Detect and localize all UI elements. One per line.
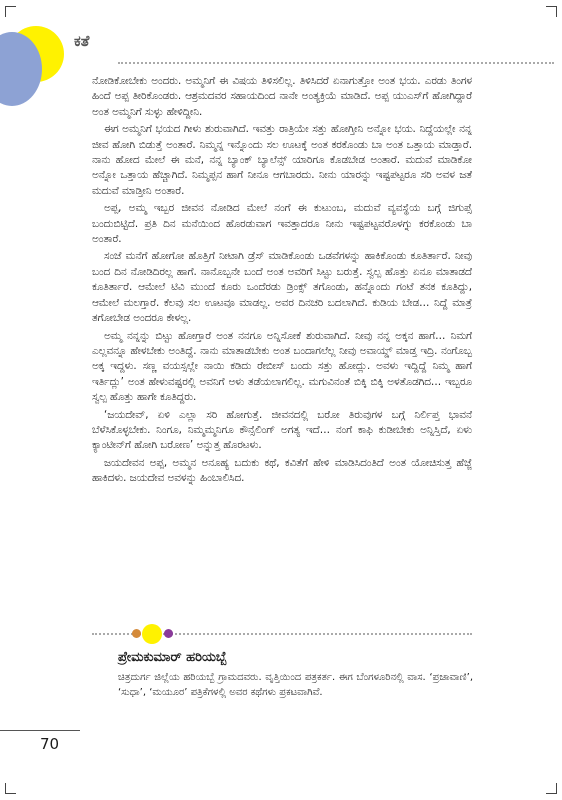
crop-mark-bottom-left (5, 783, 16, 794)
section-label: ಕತೆ (74, 32, 90, 50)
author-name: ಪ್ರೇಮಕುಮಾರ್ ಹರಿಯಬ್ಬೆ (118, 650, 227, 665)
paragraph: ನೋಡಿಕೋಬೇಕು ಅಂದರು. ಅಮ್ಮನಿಗೆ ಈ ವಿಷಯ ತಿಳಿಸಲಿಲ್ಲ. ತಿಳಿಸಿದರೆ ಏನಾಗುತ್ತೋ ಅಂತ ಭಯ. ಎರಡು ತಿಂಗಳ ಹಿಂದೆ ಅಪ್ಪ ತೀರಿಕೊಂಡರು. ಆಶ್ರಮದವರ ಸಹಾಯದಿಂದ ನಾನೇ ಅಂತ್ಯಕ್ರಿಯೆ ಮಾಡಿದೆ. ಅಪ್ಪ ಯುಎಸ್‌ಗೆ ಹೋಗಿದ್ದಾರೆ ಅಂತ ಅಮ್ಮನಿಗೆ ಸುಳ್ಳು ಹೇಳಿದ್ದೀನಿ. (92, 75, 472, 118)
paragraph: ಅಪ್ಪ, ಅಮ್ಮ ಇಬ್ಬರ ಜೀವನ ನೋಡಿದ ಮೇಲೆ ನಂಗೆ ಈ ಕುಟುಂಬ, ಮದುವೆ ವ್ಯವಸ್ಥೆಯ ಬಗ್ಗೆ ಜಿಗುಪ್ಸೆ ಬಂದುಬಿಟ್ಟಿದೆ. ಪ್ರತಿ ದಿನ ಮನೆಯಿಂದ ಹೊರಡುವಾಗ ಇವತ್ತಾದರೂ ನೀನು ಇಷ್ಟಪಟ್ಟವರೊಳಗ್ನು ಕರಕೊಂಡು ಬಾ ಅಂತಾರೆ. (92, 202, 472, 246)
paragraph: ಜಯದೇವನ ಅಪ್ಪ, ಅಮ್ಮನ ಅನೂಹ್ಯ ಬದುಕು ಕಥೆ, ಕವಿತೆಗೆ ಹೇಳಿ ಮಾಡಿಸಿದಂತಿದೆ ಅಂತ ಯೋಚಿಸುತ್ತ ಹೆಜ್ಜೆ ಹಾಕಿದಳು. ಜಯದೇವ ಅವಳನ್ನು ಹಿಂಬಾಲಿಸಿದ. (92, 456, 472, 485)
yellow-dot-icon (142, 624, 162, 644)
crop-mark-top-left (5, 6, 16, 17)
author-bio: ಚಿತ್ರದುರ್ಗ ಜಿಲ್ಲೆಯ ಹರಿಯಬ್ಬೆ ಗ್ರಾಮದವರು. ವೃತ್ತಿಯಿಂದ ಪತ್ರಕರ್ತ. ಈಗ ಬೆಂಗಳೂರಿನಲ್ಲಿ ವಾಸ. ‘ಪ್ರಜಾವಾಣಿ’, ‘ಸುಧಾ’, ‘ಮಯೂರ’ ಪತ್ರಿಕೆಗಳಲ್ಲಿ ಅವರ ಕಥೆಗಳು ಪ್ರಕಟವಾಗಿವೆ. (118, 672, 473, 698)
footer-rule (0, 730, 80, 731)
purple-dot-icon (164, 629, 173, 638)
section-divider (92, 623, 472, 645)
crop-mark-top-right (546, 6, 557, 17)
header-dotted-rule (118, 62, 554, 64)
crop-mark-bottom-right (546, 783, 557, 794)
paragraph: ಈಗ ಅಮ್ಮನಿಗೆ ಭಯದ ಗೀಳು ಶುರುವಾಗಿದೆ. ಇವತ್ತು ರಾತ್ರಿಯೇ ಸತ್ತು ಹೋಗ್ತೀನಿ ಅನ್ನೋ ಭಯ. ನಿದ್ದೆಯಲ್ಲೇ ನನ್ನ ಜೀವ ಹೋಗಿ ಬಿಡುತ್ತೆ ಅಂತಾರೆ. ನಿಮ್ಮನ್ನ ಇನ್ನೊಂದು ಸಲ ಊಟಕ್ಕೆ ಅಂತ ಕರಕೊಂಡು ಬಾ ಅಂತ ಒತ್ತಾಯ ಮಾಡ್ತಾರೆ. ನಾನು ಹೋದ ಮೇಲೆ ಈ ಮನೆ, ನನ್ನ ಬ್ಯಾಂಕ್ ಬ್ಯಾಲೆನ್ಸ್ ಯಾರಿಗೂ ಕೊಡಬೇಡ ಅಂತಾರೆ. ಮದುವೆ ಮಾಡಿಕೋ ಅನ್ನೋ ಒತ್ತಾಯ ಹೆಚ್ಚಾಗಿದೆ. ನಿಮ್ಮಪ್ಪನ ಹಾಗೆ ನೀನೂ ಆಗಬಾರದು. ನೀನು ಯಾರನ್ನು ಇಷ್ಟಪಟ್ಟರೂ ಸರಿ ಅವಳ ಜತೆ ಮದುವೆ ಮಾಡ್ತೀನಿ ಅಂತಾರೆ. (92, 123, 472, 197)
paragraph: ಸಂಜೆ ಮನೆಗೆ ಹೋಗೋ ಹೊತ್ತಿಗೆ ನೀಟಾಗಿ ಡ್ರೆಸ್ ಮಾಡಿಕೊಂಡು ಒಡವೆಗಳನ್ನು ಹಾಕಿಕೊಂಡು ಕೂತಿರ್ತಾರೆ. ನೀವು ಬಂದ ದಿನ ನೋಡಿದಿರಲ್ಲ ಹಾಗೆ. ನಾನೊಬ್ಬನೇ ಬಂದೆ ಅಂತ ಅವರಿಗೆ ಸಿಟ್ಟು ಬರುತ್ತೆ. ಸ್ವಲ್ಪ ಹೊತ್ತು ಏನೂ ಮಾತಾಡದೆ ಕೂತಿರ್ತಾರೆ. ಆಮೇಲೆ ಟಿವಿ ಮುಂದೆ ಕೂರು ಒಂದೆರಡು ಡ್ರಿಂಕ್ಸ್ ತಗೊಂಡು, ಹನ್ನೊಂದು ಗಂಟೆ ತನಕ ಕೂತಿದ್ದು, ಆಮೇಲೆ ಮಲಗ್ತಾರೆ. ಕೆಲವು ಸಲ ಊಟವೂ ಮಾಡಲ್ಲ. ಅವರ ದಿನಚರಿ ಬದಲಾಗಿದೆ. ಕುಡಿಯ ಬೇಡ… ನಿದ್ದೆ ಮಾತ್ರೆ ತಗೋಬೇಡ ಅಂದರೂ ಕೇಳಲ್ಲ. (92, 250, 472, 325)
paragraph: ‘ಜಯದೇವ್, ಏಳಿ ಎಲ್ಲಾ ಸರಿ ಹೋಗುತ್ತೆ. ಜೀವನದಲ್ಲಿ ಬರೋ ತಿರುವುಗಳ ಬಗ್ಗೆ ನಿರ್ಲಿಪ್ತ ಭಾವನೆ ಬೆಳೆಸಿಕೊಳ್ಳಬೇಕು. ನಿಂಗೂ, ನಿಮ್ಮಮ್ಮನಿಗೂ ಕೌನ್ಸೆಲಿಂಗ್ ಅಗತ್ಯ ಇದೆ… ನಂಗೆ ಕಾಫಿ ಕುಡೀಬೇಕು ಅನ್ನಿಸ್ತಿದೆ, ಏಳು ಕ್ಯಾಂಟೀನ್‌ಗೆ ಹೋಗಿ ಬರೋಣ’ ಅನ್ನುತ್ತ ಹೊರಟಳು. (92, 408, 472, 452)
orange-dot-icon (132, 629, 141, 638)
story-body (92, 74, 472, 489)
page-number: 70 (40, 735, 60, 753)
paragraph: ಅಮ್ಮ ನನ್ನನ್ನು ಬಿಟ್ಟು ಹೋಗ್ತಾರೆ ಅಂತ ನನಗೂ ಅನ್ನಿಸೋಕೆ ಶುರುವಾಗಿದೆ. ನೀವು ನನ್ನ ಅಕ್ಕನ ಹಾಗೆ… ನಿಮಗೆ ಎಲ್ಲವನ್ನೂ ಹೇಳಬೇಕು ಅಂತಿದ್ದೆ. ನಾನು ಮಾತಾಡಬೇಕು ಅಂತ ಬಂದಾಗಲೆಲ್ಲ ನೀವು ಅವಾಯ್ಡ್ ಮಾಡ್ತ ಇದ್ರಿ. ನಂಗೊಬ್ಬ ಅಕ್ಕ ಇದ್ದಳು. ಸಣ್ಣ ವಯಸ್ಸಲ್ಲೇ ನಾಯಿ ಕಡಿದು ರೇಬೀಸ್ ಬಂದು ಸತ್ತು ಹೋದ್ಲು. ಅವಳು ಇದ್ದಿದ್ದೆ ನಿಮ್ಮ ಹಾಗೆ ಇರ್ತಿದ್ಲು’ ಅಂತ ಹೇಳುವಷ್ಟರಲ್ಲಿ ಅವನಿಗೆ ಅಳು ತಡೆಯಲಾಗಲಿಲ್ಲ. ಮಗುವಿನಂತೆ ಬಿಕ್ಕಿ ಬಿಕ್ಕಿ ಅಳತೊಡಗಿದ… ಇಬ್ಬರೂ ಸ್ವಲ್ಪ ಹೊತ್ತು ಹಾಗೇ ಕೂತಿದ್ದರು. (92, 329, 472, 404)
